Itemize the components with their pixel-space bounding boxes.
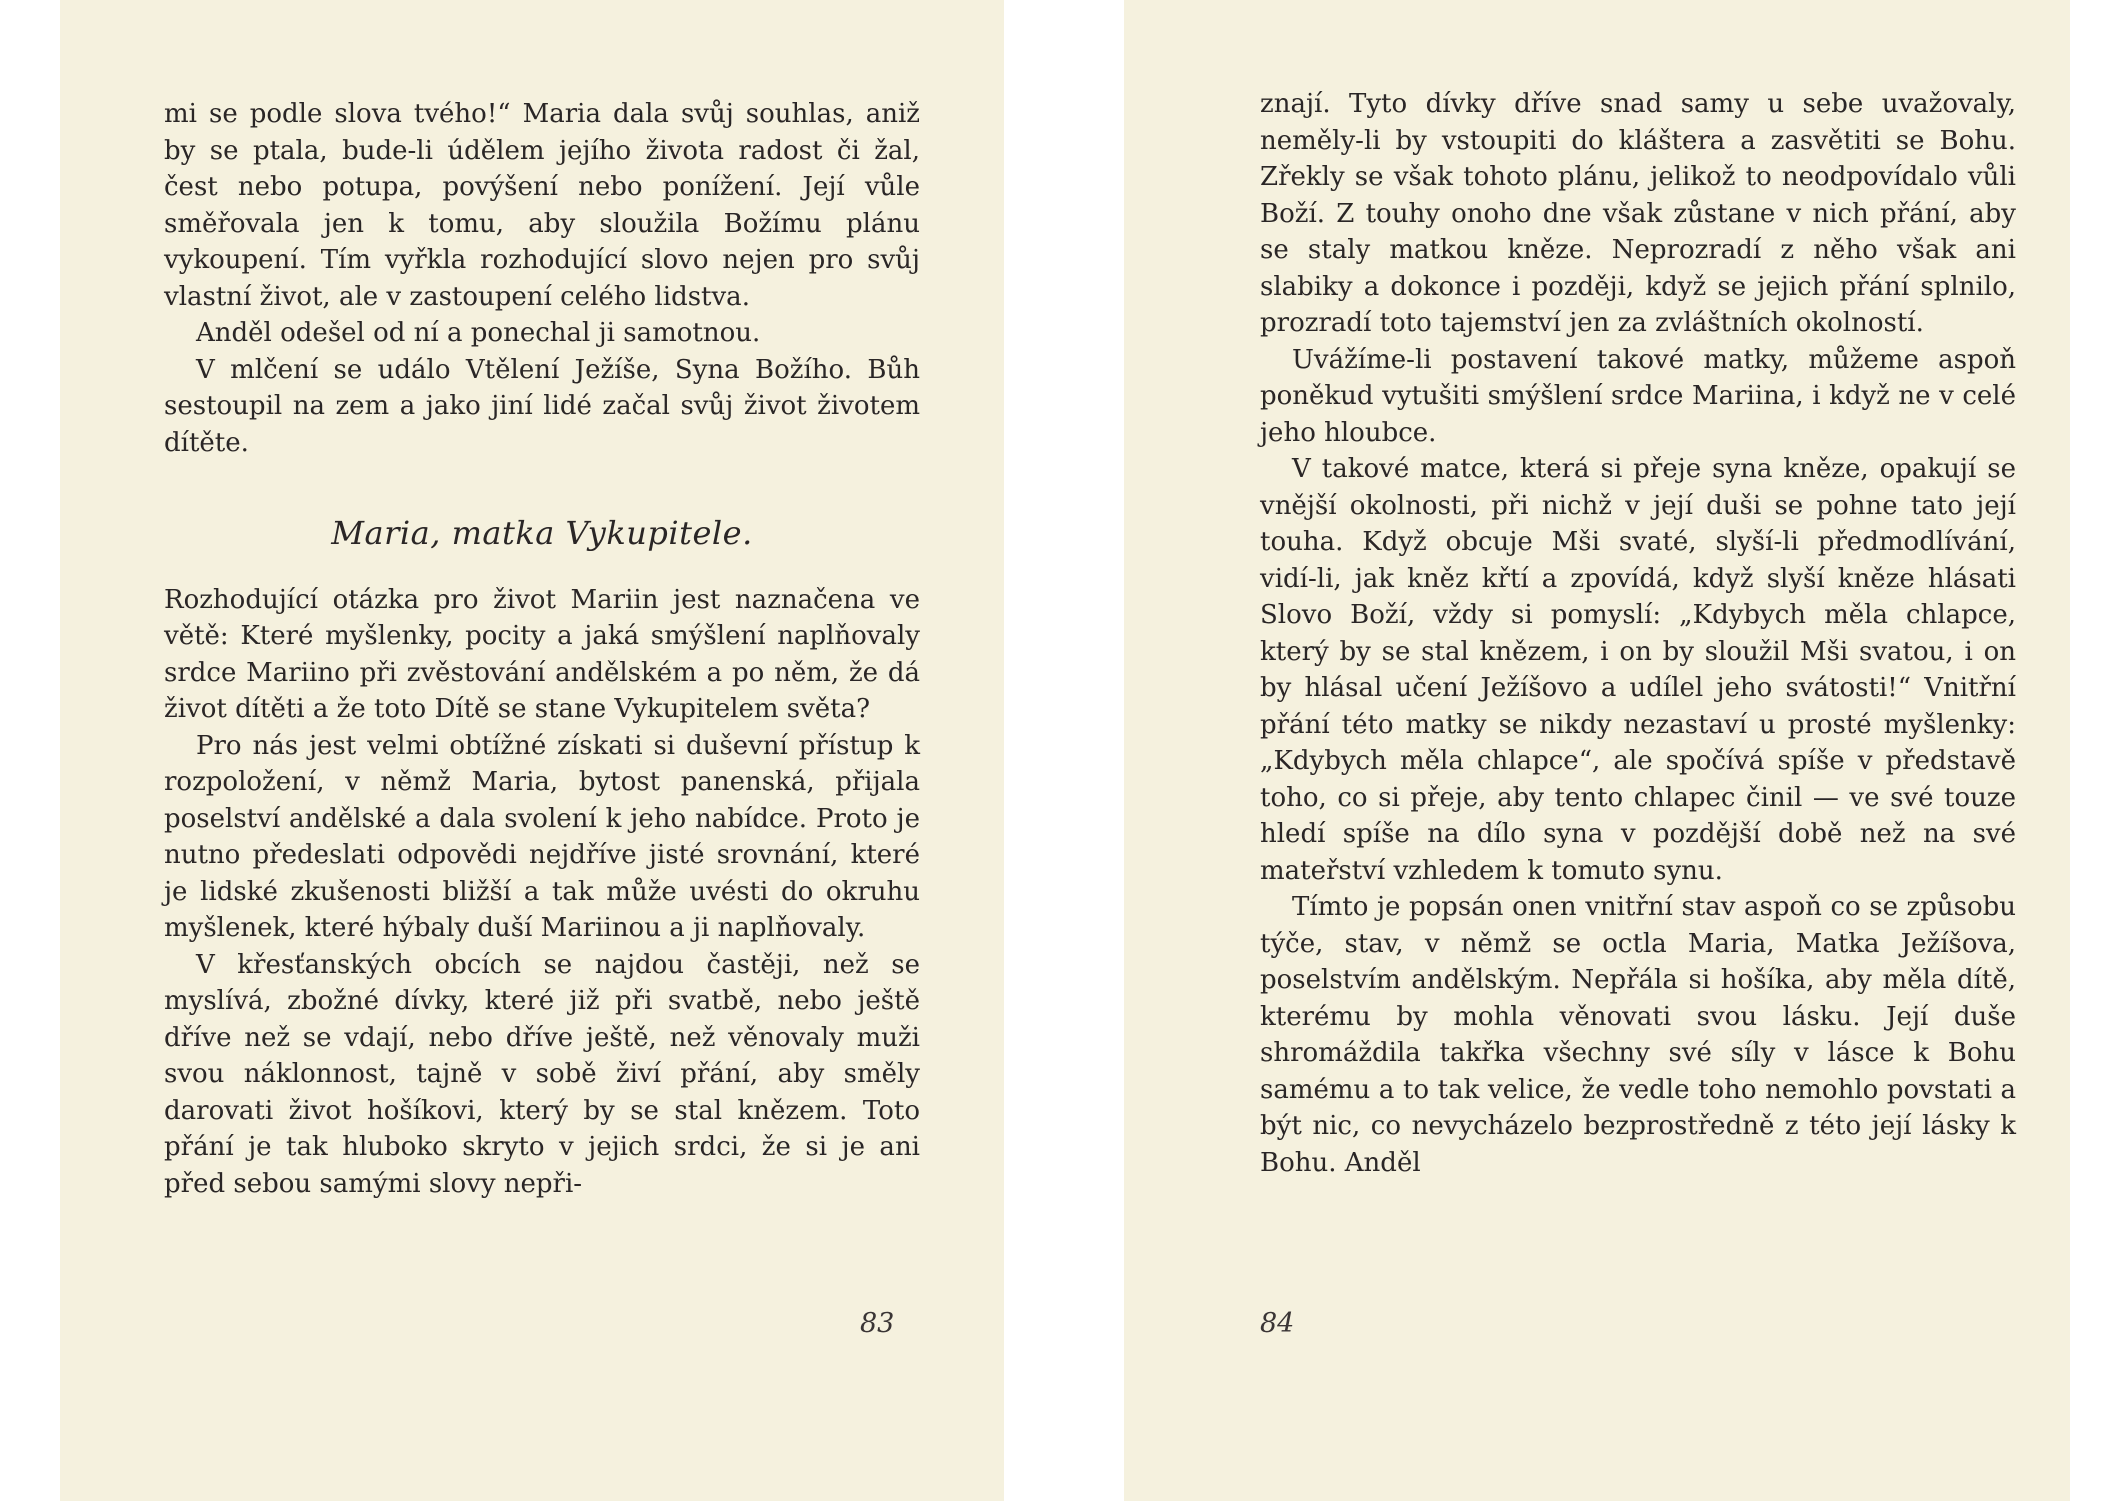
right-text-column (1260, 86, 2016, 1181)
paragraph: znají. Tyto dívky dříve snad samy u sebe uvažovaly, neměly-li by vstoupiti do kláštera a zasvětiti se Bohu. Zřekly se však tohoto plánu, jelikož to neodpovídalo vůli Boží. Z touhy onoho dne však zůstane v nich přání, aby se staly matkou kněze. Neprozradí z něho však ani slabiky a dokonce i později, když se jejich přání splnilo, prozradí toto tajemství jen za zvláštních okolností. (1260, 89, 2016, 338)
paragraph: Rozhodující otázka pro život Mariin jest naznačena ve větě: Které myšlenky, pocity a jaká smýšlení naplňovaly srdce Mariino při zvěstování andělském a po něm, že dá život dítěti a že toto Dítě se stane Vykupitelem světa? (164, 584, 920, 724)
paragraph: Pro nás jest velmi obtížné získati si duševní přístup k rozpoložení, v němž Maria, bytost panenská, přijala poselství andělské a dala svolení k jeho nabídce. Proto je nutno předeslati odpovědi nejdříve jisté srovnání, které je lidské zkušenosti bližší a tak může uvésti do okruhu myšlenek, které hýbaly duší Mariinou a ji naplňovaly. (164, 730, 920, 943)
paragraph: V mlčení se událo Vtělení Ježíše, Syna Božího. Bůh sestoupil na zem a jako jiní lidé začal svůj život životem dítěte. (164, 354, 920, 458)
page-number: 84 (1260, 1308, 1295, 1339)
right-page (1124, 0, 2070, 1501)
paragraph: V křesťanských obcích se najdou častěji, než se myslívá, zbožné dívky, které již při svatbě, nebo ještě dříve než se vdají, nebo dříve ještě, než věnovaly muži svou náklonnost, tajně v sobě živí přání, aby směly darovati život hošíkovi, který by se stal knězem. Toto přání je tak hluboko skryto v jejich srdci, že si je ani před sebou samými slovy nepři- (164, 949, 920, 1199)
left-text-column (164, 96, 920, 1202)
paragraph: mi se podle slova tvého!“ Maria dala svůj souhlas, aniž by se ptala, bude-li údělem jejího života radost či žal, čest nebo potupa, povýšení nebo ponížení. Její vůle směřovala jen k tomu, aby sloužila Božímu plánu vykoupení. Tím vyřkla rozhodující slovo nejen pro svůj vlastní život, ale v zastoupení celého lidstva. (164, 99, 920, 312)
page-number: 83 (860, 1308, 895, 1339)
paragraph: Tímto je popsán onen vnitřní stav aspoň co se způsobu týče, stav, v němž se octla Maria, Matka Ježíšova, poselstvím andělským. Nepřála si hošíka, aby měla dítě, kterému by mohla věnovati svou lásku. Její duše shromáždila takřka všechny své síly v lásce k Bohu samému a to tak velice, že vedle toho nemohlo povstati a být nic, co nevycházelo bezprostředně z této její lásky k Bohu. Anděl (1260, 892, 2016, 1178)
paragraph: Uvážíme-li postavení takové matky, můžeme aspoň poněkud vytušiti smýšlení srdce Mariina, i když ne v celé jeho hloubce. (1260, 344, 2016, 448)
paragraph: Anděl odešel od ní a ponechal ji samotnou. (196, 318, 761, 348)
left-page (60, 0, 1004, 1501)
section-heading: Maria, matka Vykupitele. (331, 514, 753, 552)
paragraph: V takové matce, která si přeje syna kněze, opakují se vnější okolnosti, při nichž v její duši se pohne tato její touha. Když obcuje Mši svaté, slyší-li předmodlívání, vidí-li, jak kněz křtí a zpovídá, když slyší kněze hlásati Slovo Boží, vždy si pomyslí: „Kdybych měla chlapce, který by se stal knězem, i on by sloužil Mši svatou, i on by hlásal učení Ježíšovo a udílel jeho svátosti!“ Vnitřní přání této matky se nikdy nezastaví u prosté myšlenky: „Kdybych měla chlapce“, ale spočívá spíše v představě toho, co si přeje, aby tento chlapec činil — ve své touze hledí spíše na dílo syna v pozdější době než na své mateřství vzhledem k tomuto synu. (1260, 454, 2016, 886)
